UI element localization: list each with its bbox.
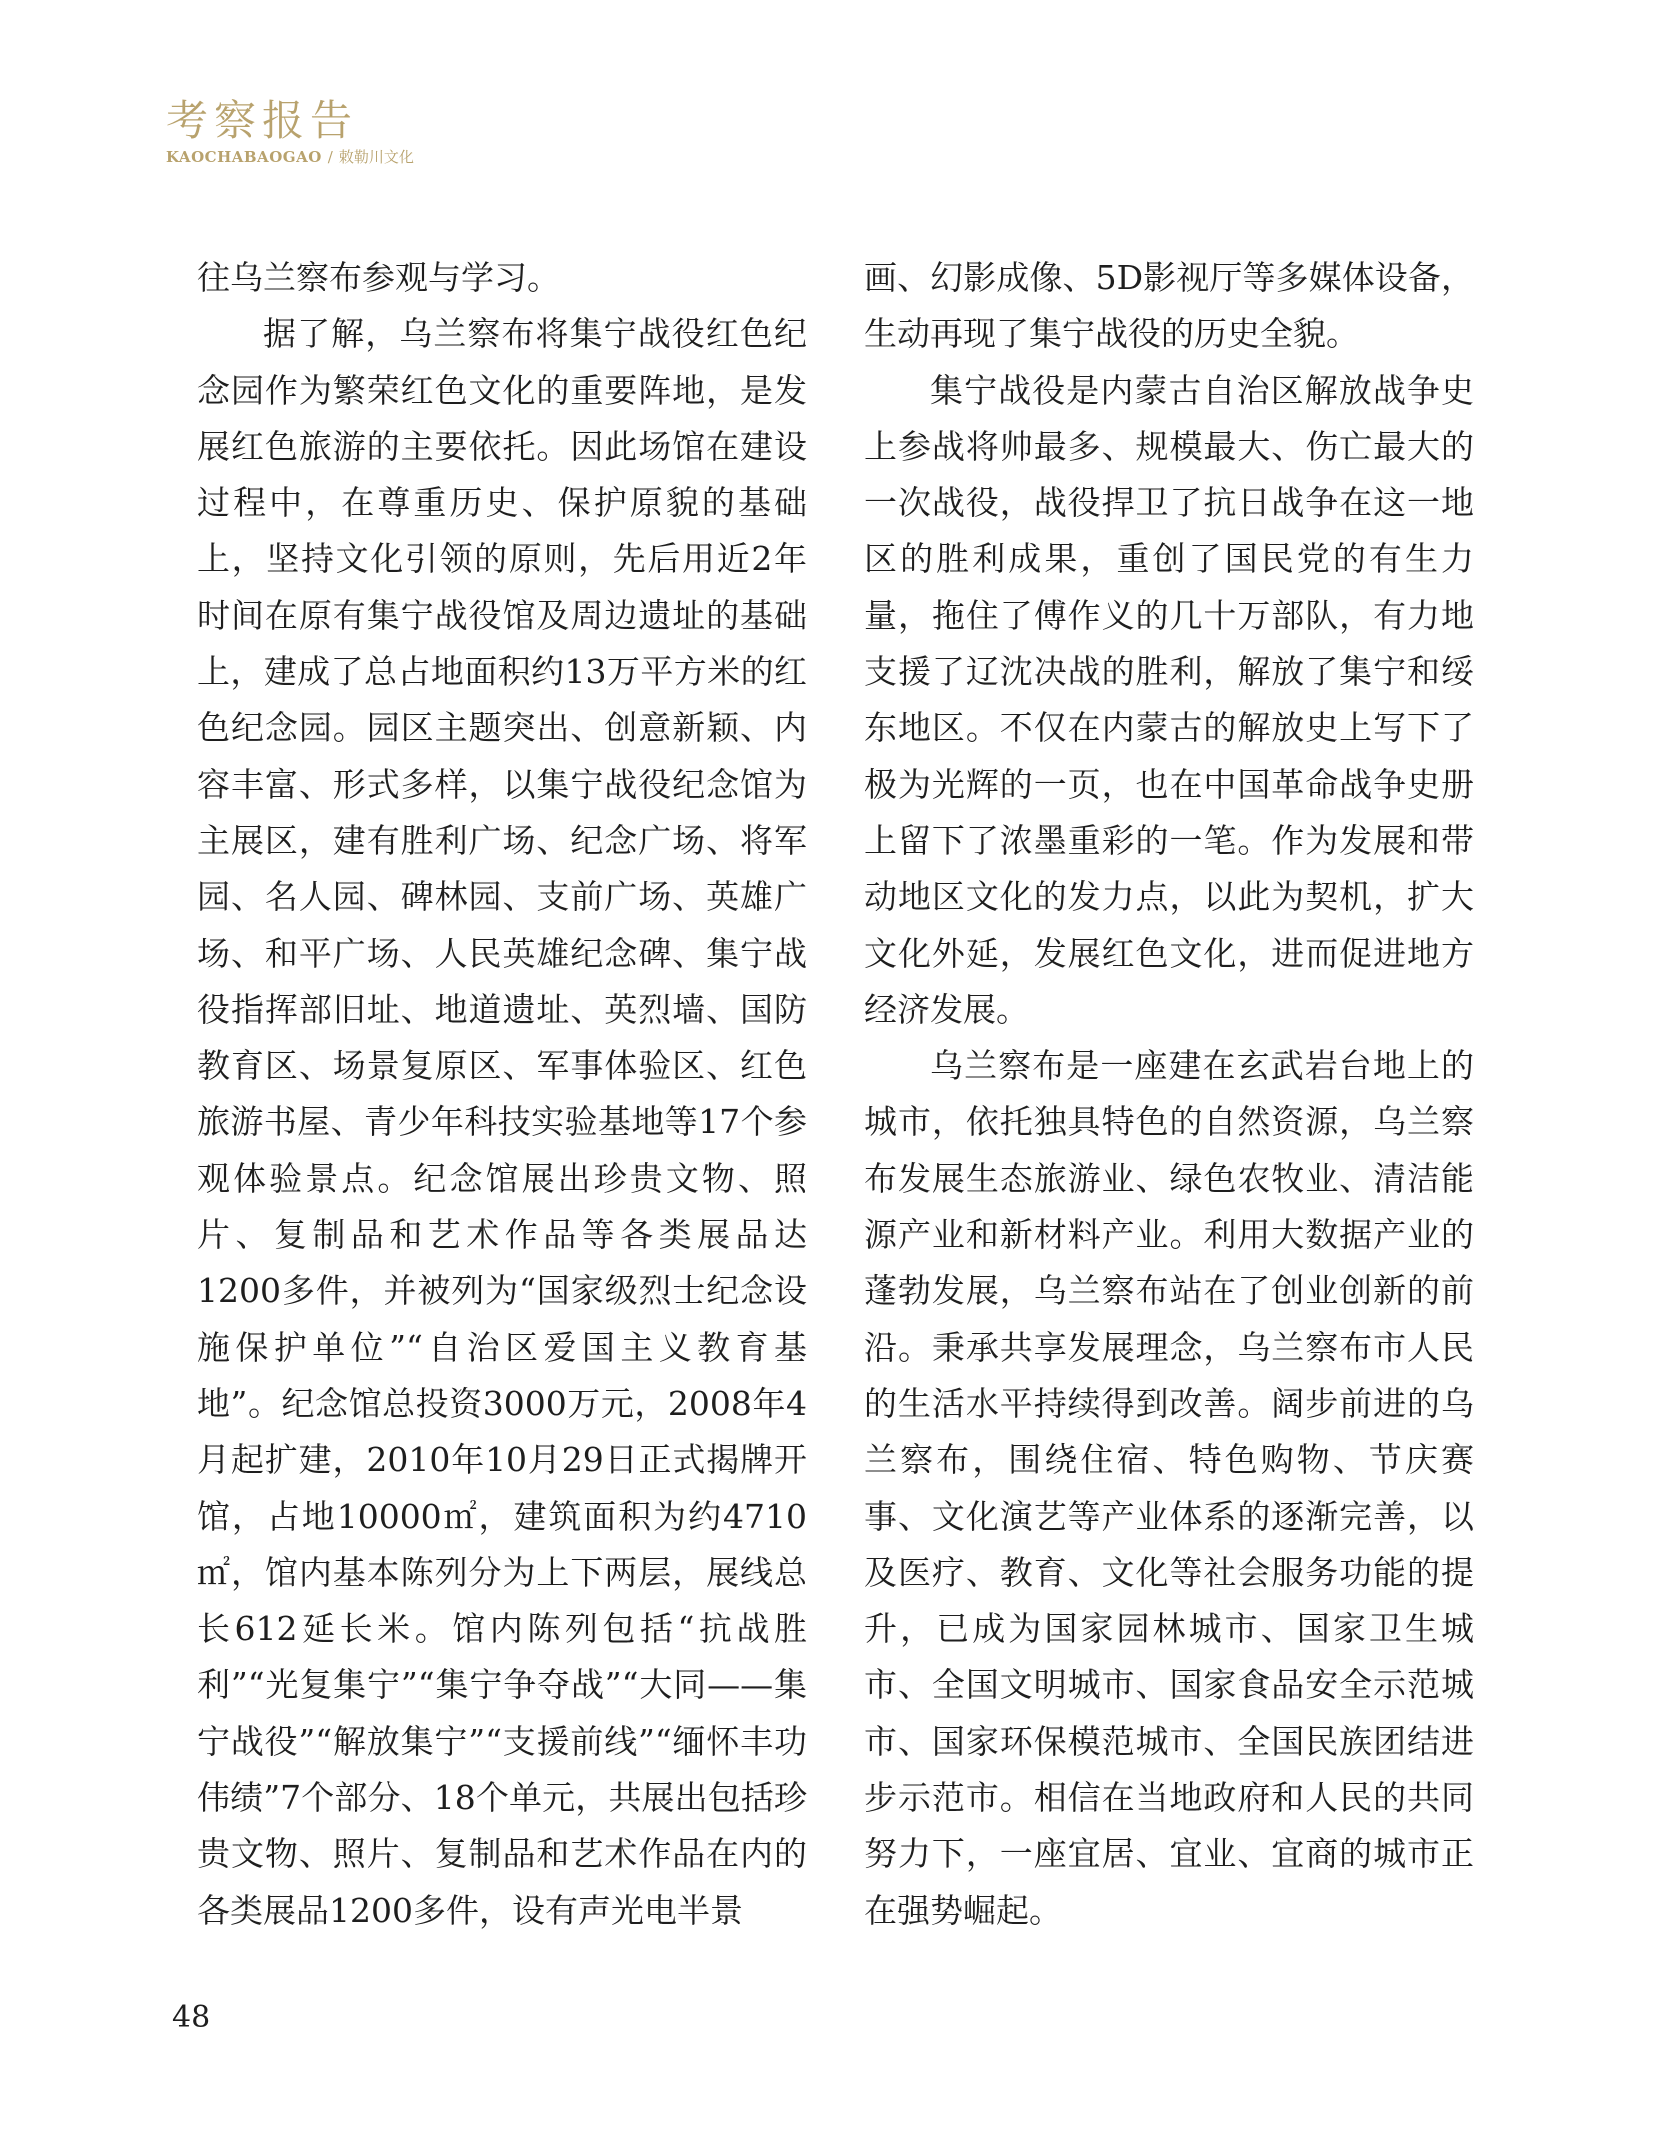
left-text-column — [197, 250, 807, 1939]
section-title: 考察报告 — [166, 96, 359, 145]
page-number: 48 — [172, 2000, 211, 2035]
section-subtitle-separator: / — [327, 148, 333, 166]
paragraph-continued: 画、幻影成像、5D影视厅等多媒体设备，生动再现了集宁战役的历史全貌。 — [864, 258, 1474, 354]
running-header — [166, 96, 414, 166]
paragraph: 据了解，乌兰察布将集宁战役红色纪念园作为繁荣红色文化的重要阵地，是发展红色旅游的主要依托。因此场馆在建设过程中，在尊重历史、保护原貌的基础上，坚持文化引领的原则，先后用近2年时间在原有集宁战役馆及周边遗址的基础上，建成了总占地面积约13万平方米的红色纪念园。园区主题突出、创意新颖、内容丰富、形式多样，以集宁战役纪念馆为主展区，建有胜利广场、纪念广场、将军园、名人园、碑林园、支前广场、英雄广场、和平广场、人民英雄纪念碑、集宁战役指挥部旧址、地道遗址、英烈墙、国防教育区、场景复原区、军事体验区、红色旅游书屋、青少年科技实验基地等17个参观体验景点。纪念馆展出珍贵文物、照片、复制品和艺术作品等各类展品达1200多件，并被列为“国家级烈士纪念设施保护单位”“自治区爱国主义教育基地”。纪念馆总投资3000万元，2008年4月起扩建，2010年10月29日正式揭牌开馆，占地10000㎡，建筑面积为约4710㎡，馆内基本陈列分为上下两层，展线总长612延长米。馆内陈列包括“抗战胜利”“光复集宁”“集宁争夺战”“大同——集宁战役”“解放集宁”“支援前线”“缅怀丰功伟绩”7个部分、18个单元，共展出包括珍贵文物、照片、复制品和艺术作品在内的各类展品1200多件，设有声光电半景 — [197, 314, 807, 1930]
section-subtitle-cn: 敕勒川文化 — [338, 148, 414, 166]
paragraph-continued: 往乌兰察布参观与学习。 — [197, 258, 560, 297]
section-subtitle-latin: KAOCHABAOGAO — [166, 148, 322, 166]
paragraph: 集宁战役是内蒙古自治区解放战争史上参战将帅最多、规模最大、伤亡最大的一次战役，战役捍卫了抗日战争在这一地区的胜利成果，重创了国民党的有生力量，拖住了傅作义的几十万部队，有力地支援了辽沈决战的胜利，解放了集宁和绥东地区。不仅在内蒙古的解放史上写下了极为光辉的一页，也在中国革命战争史册上留下了浓墨重彩的一笔。作为发展和带动地区文化的发力点，以此为契机，扩大文化外延，发展红色文化，进而促进地方经济发展。 — [864, 370, 1474, 1029]
paragraph: 乌兰察布是一座建在玄武岩台地上的城市，依托独具特色的自然资源，乌兰察布发展生态旅游业、绿色农牧业、清洁能源产业和新材料产业。利用大数据产业的蓬勃发展，乌兰察布站在了创业创新的前沿。秉承共享发展理念，乌兰察布市人民的生活水平持续得到改善。阔步前进的乌兰察布，围绕住宿、特色购物、节庆赛事、文化演艺等产业体系的逐渐完善，以及医疗、教育、文化等社会服务功能的提升，已成为国家园林城市、国家卫生城市、全国文明城市、国家食品安全示范城市、国家环保模范城市、全国民族团结进步示范市。相信在当地政府和人民的共同努力下，一座宜居、宜业、宜商的城市正在强势崛起。 — [864, 1046, 1474, 1930]
section-subtitle — [166, 150, 414, 165]
right-text-column — [864, 250, 1474, 1939]
